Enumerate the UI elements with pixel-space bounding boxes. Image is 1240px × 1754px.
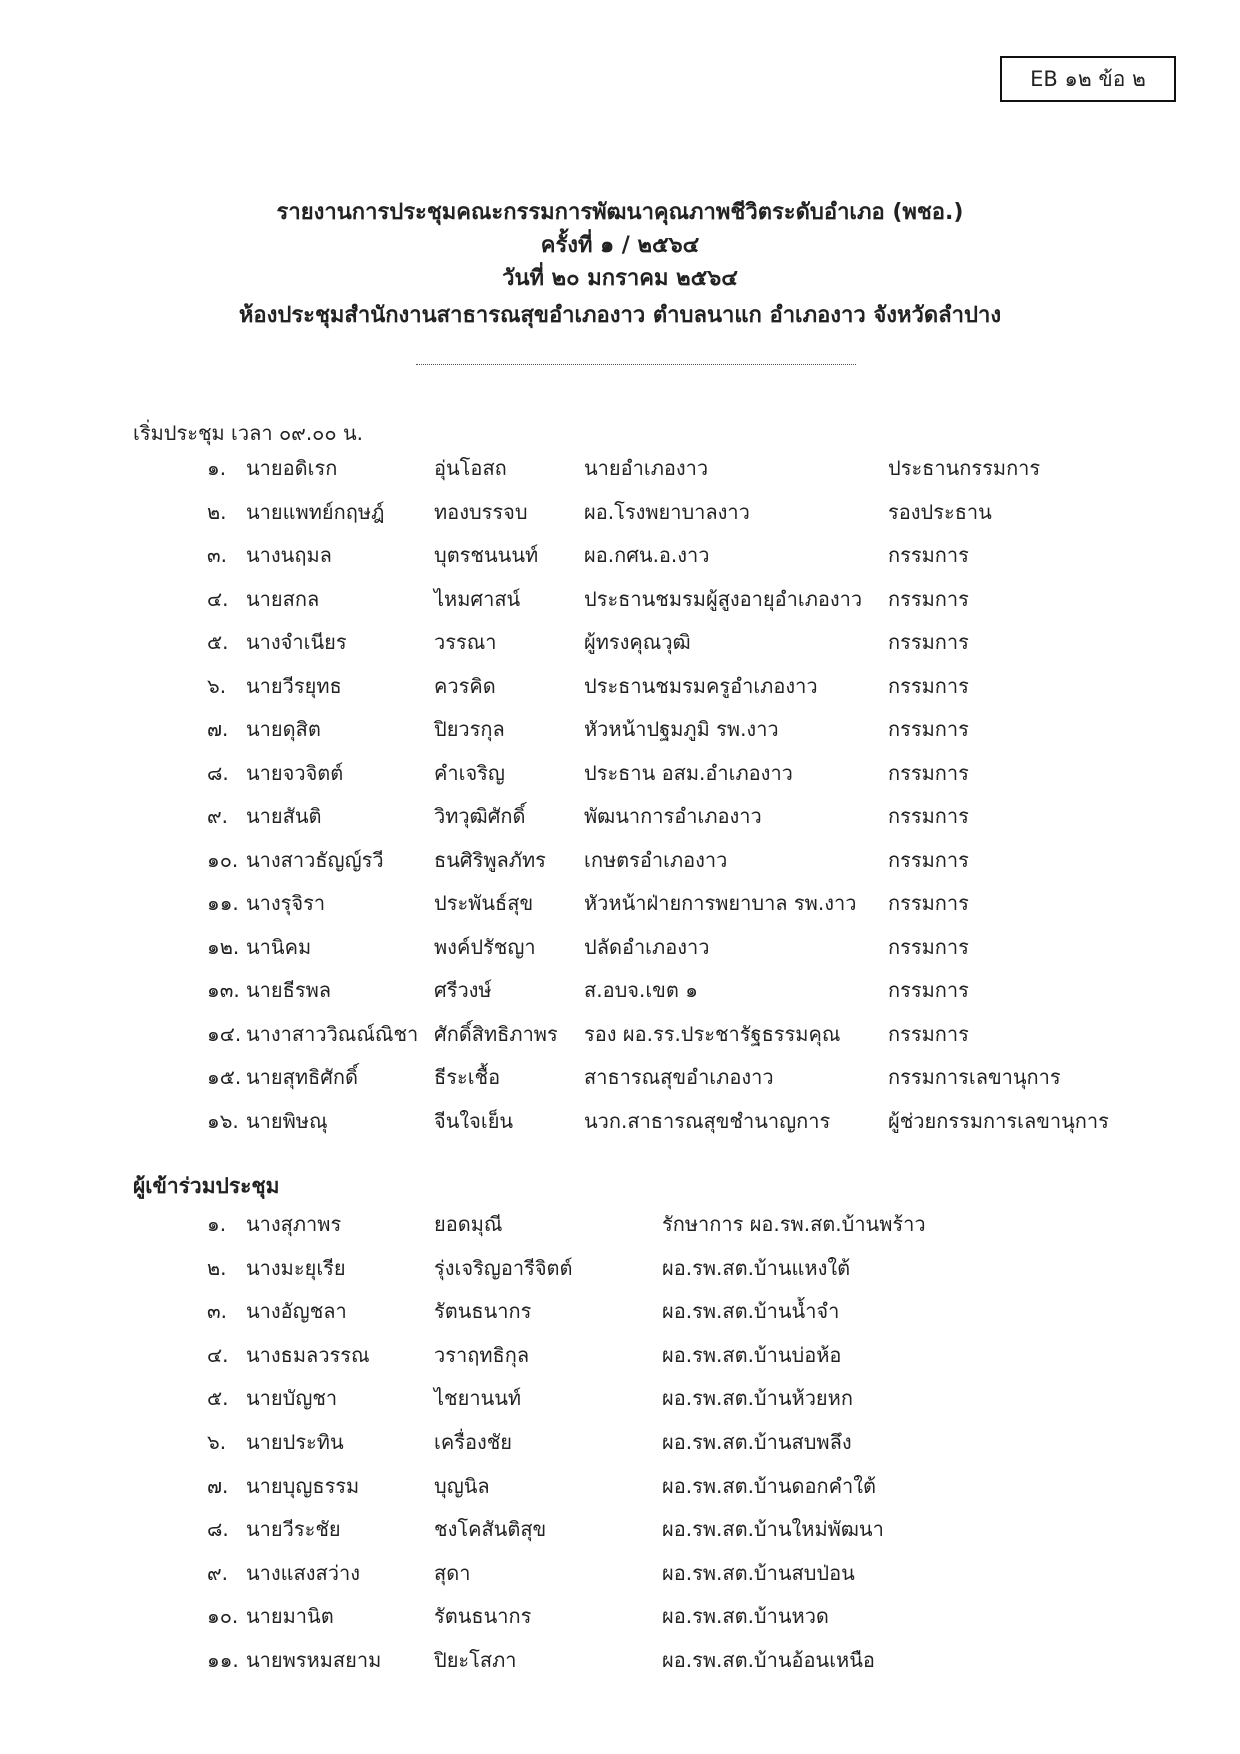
attendee-row	[0, 1516, 1240, 1560]
attendee-surname: รุ่งเจริญอารีจิตต์	[434, 1255, 573, 1280]
member-role: กรรมการ	[888, 847, 969, 872]
attendee-position: ผอ.รพ.สต.บ้านห้วยหก	[662, 1386, 853, 1411]
attendee-position: ผอ.รพ.สต.บ้านน้ำจำ	[662, 1299, 840, 1324]
member-row	[0, 847, 1240, 891]
attendee-row	[0, 1429, 1240, 1473]
member-position: ปลัดอำเภองาว	[584, 934, 710, 959]
attendee-row	[0, 1560, 1240, 1604]
meeting-date: วันที่ ๒๐ มกราคม ๒๕๖๔	[502, 266, 738, 291]
attendee-position: ผอ.รพ.สต.บ้านบ่อห้อ	[662, 1342, 842, 1367]
member-number: ๑๔.	[207, 1021, 242, 1046]
document-code-box: EB ๑๒ ข้อ ๒	[1000, 56, 1176, 102]
member-role: ประธานกรรมการ	[888, 456, 1041, 480]
member-role: กรรมการเลขานุการ	[888, 1065, 1061, 1089]
attendee-position: ผอ.รพ.สต.บ้านสบพลึง	[662, 1429, 852, 1454]
dotted-divider	[416, 350, 856, 365]
member-number: ๑.	[207, 456, 227, 480]
member-surname: ไหมศาสน์	[434, 586, 521, 611]
member-position: ผู้ทรงคุณวุฒิ	[584, 630, 691, 654]
member-name: นายดุสิต	[246, 717, 321, 741]
member-name: นางสาวธัญญ์รวี	[246, 847, 384, 872]
member-name: นายพิษณุ	[246, 1108, 328, 1133]
member-role: ผู้ช่วยกรรมการเลขานุการ	[888, 1108, 1109, 1133]
attendee-name: นายมานิต	[246, 1604, 334, 1629]
member-position: พัฒนาการอำเภองาว	[584, 804, 762, 828]
member-number: ๒.	[207, 499, 227, 524]
member-name: นายจวจิตต์	[246, 760, 344, 785]
attendee-name: นางธมลวรรณ	[246, 1342, 370, 1367]
member-row	[0, 716, 1240, 760]
member-row	[0, 673, 1240, 717]
attendee-surname: รัตนธนากร	[434, 1299, 532, 1324]
attendee-name: นายประทิน	[246, 1429, 344, 1454]
member-number: ๑๖.	[207, 1108, 239, 1133]
attendee-row	[0, 1603, 1240, 1647]
document-header	[0, 196, 1240, 332]
attendee-name: นางแสงสว่าง	[246, 1560, 360, 1585]
attendee-position: ผอ.รพ.สต.บ้านสบป่อน	[662, 1560, 855, 1585]
attendee-number: ๔.	[207, 1342, 229, 1367]
attendee-surname: วราฤทธิกุล	[434, 1342, 530, 1367]
attendee-row	[0, 1473, 1240, 1517]
member-role: กรรมการ	[888, 891, 969, 915]
member-position: ประธานชมรมผู้สูงอายุอำเภองาว	[584, 586, 863, 611]
member-role: กรรมการ	[888, 978, 969, 1002]
attendee-surname: รัตนธนากร	[434, 1604, 532, 1629]
member-name: นางาสาววิณณ์ณิชา	[246, 1021, 419, 1046]
members-list	[0, 455, 1240, 1151]
attendee-row	[0, 1647, 1240, 1691]
member-surname: วรรณา	[434, 630, 497, 654]
member-number: ๑๕.	[207, 1065, 242, 1089]
member-position: เกษตรอำเภองาว	[584, 847, 728, 872]
attendee-name: นางสุภาพร	[246, 1212, 342, 1236]
attendee-position: ผอ.รพ.สต.บ้านดอกคำใต้	[662, 1473, 876, 1498]
member-position: ประธานชมรมครูอำเภองาว	[584, 673, 818, 698]
member-row	[0, 977, 1240, 1021]
member-name: นางรุจิรา	[246, 891, 326, 915]
member-row	[0, 455, 1240, 499]
member-surname: คำเจริญ	[434, 760, 505, 785]
member-number: ๖.	[207, 673, 227, 698]
attendee-number: ๕.	[207, 1386, 229, 1411]
attendee-number: ๑๑.	[207, 1647, 239, 1672]
member-number: ๓.	[207, 543, 228, 567]
member-number: ๔.	[207, 586, 229, 611]
member-row	[0, 803, 1240, 847]
member-name: นายธีรพล	[246, 978, 332, 1002]
member-position: ผอ.กศน.อ.งาว	[584, 543, 710, 567]
meeting-location: ห้องประชุมสำนักงานสาธารณสุขอำเภองาว ตำบลนาแก อำเภองาว จังหวัดลำปาง	[238, 303, 1002, 328]
attendee-position: ผอ.รพ.สต.บ้านแหงใต้	[662, 1255, 851, 1280]
report-title: รายงานการประชุมคณะกรรมการพัฒนาคุณภาพชีวิตระดับอำเภอ (พชอ.)	[276, 200, 964, 225]
member-surname: วิทวุฒิศักดิ์	[434, 804, 526, 828]
attendee-surname: ยอดมุณี	[434, 1212, 503, 1236]
attendee-surname: บุญนิล	[434, 1473, 490, 1498]
member-surname: ปิยวรกุล	[434, 717, 505, 741]
member-role: กรรมการ	[888, 543, 969, 567]
member-name: นายสันติ	[246, 804, 322, 828]
attendees-heading: ผู้เข้าร่วมประชุม	[133, 1174, 280, 1198]
member-row	[0, 1064, 1240, 1108]
member-position: ประธาน อสม.อำเภองาว	[584, 760, 793, 785]
attendee-row	[0, 1211, 1240, 1255]
member-name: นายแพทย์กฤษฎ์	[246, 499, 385, 524]
attendee-surname: ปิยะโสภา	[434, 1647, 517, 1672]
member-row	[0, 1108, 1240, 1152]
member-number: ๗.	[207, 717, 229, 741]
member-number: ๑๓.	[207, 978, 240, 1002]
member-row	[0, 1021, 1240, 1065]
member-surname: ธีระเชื้อ	[434, 1065, 501, 1089]
member-position: หัวหน้าปฐมภูมิ รพ.งาว	[584, 717, 779, 741]
member-name: นายอดิเรก	[246, 456, 338, 480]
member-role: รองประธาน	[888, 499, 992, 524]
meeting-start-time: เริ่มประชุม เวลา ๐๙.๐๐ น.	[133, 421, 363, 445]
member-role: กรรมการ	[888, 1021, 969, 1046]
attendee-surname: สุดา	[434, 1560, 471, 1585]
member-role: กรรมการ	[888, 804, 969, 828]
member-role: กรรมการ	[888, 630, 969, 654]
member-position: นวก.สาธารณสุขชำนาญการ	[584, 1108, 831, 1133]
member-position: ส.อบจ.เขต ๑	[584, 978, 698, 1002]
member-surname: ทองบรรจบ	[434, 499, 528, 524]
member-name: นายสกล	[246, 586, 320, 611]
attendee-number: ๘.	[207, 1517, 229, 1542]
member-row	[0, 499, 1240, 543]
attendee-name: นางมะยุเรีย	[246, 1255, 346, 1280]
member-name: นางจำเนียร	[246, 630, 347, 654]
member-surname: ศรีวงษ์	[434, 978, 492, 1002]
member-row	[0, 629, 1240, 673]
attendee-name: นายวีระชัย	[246, 1517, 341, 1542]
attendee-name: นายบัญชา	[246, 1386, 338, 1411]
attendee-number: ๖.	[207, 1429, 227, 1454]
attendee-surname: ไชยานนท์	[434, 1386, 522, 1411]
member-row	[0, 890, 1240, 934]
member-name: นายวีรยุทธ	[246, 673, 342, 698]
member-position: ผอ.โรงพยาบาลงาว	[584, 499, 750, 524]
member-surname: ประพันธ์สุข	[434, 891, 534, 915]
attendee-name: นางอัญชลา	[246, 1299, 347, 1324]
attendee-row	[0, 1385, 1240, 1429]
member-position: หัวหน้าฝ่ายการพยาบาล รพ.งาว	[584, 891, 857, 915]
attendee-number: ๑๐.	[207, 1604, 239, 1629]
attendee-position: ผอ.รพ.สต.บ้านหวด	[662, 1604, 829, 1629]
member-surname: ศักดิ์สิทธิภาพร	[434, 1021, 558, 1046]
member-number: ๕.	[207, 630, 229, 654]
member-surname: พงค์ปรัชญา	[434, 934, 536, 959]
member-name: นางนฤมล	[246, 543, 332, 567]
attendee-position: รักษาการ ผอ.รพ.สต.บ้านพร้าว	[662, 1212, 926, 1236]
attendee-number: ๑.	[207, 1212, 227, 1236]
meeting-number: ครั้งที่ ๑ / ๒๕๖๔	[540, 233, 700, 258]
attendee-number: ๒.	[207, 1255, 227, 1280]
member-number: ๑๒.	[207, 934, 240, 959]
attendee-number: ๓.	[207, 1299, 228, 1324]
attendee-number: ๗.	[207, 1473, 229, 1498]
member-surname: จีนใจเย็น	[434, 1108, 514, 1133]
member-row	[0, 760, 1240, 804]
member-number: ๙.	[207, 804, 229, 828]
attendee-row	[0, 1342, 1240, 1386]
member-number: ๑๑.	[207, 891, 239, 915]
attendees-list	[0, 1211, 1240, 1691]
member-position: สาธารณสุขอำเภองาว	[584, 1065, 774, 1089]
member-surname: อุ่นโอสถ	[434, 456, 507, 480]
member-surname: ควรคิด	[434, 673, 496, 698]
attendee-row	[0, 1298, 1240, 1342]
member-row	[0, 934, 1240, 978]
member-role: กรรมการ	[888, 673, 969, 698]
attendee-row	[0, 1255, 1240, 1299]
member-row	[0, 542, 1240, 586]
attendee-surname: เครื่องชัย	[434, 1429, 513, 1454]
member-number: ๑๐.	[207, 847, 239, 872]
attendee-number: ๙.	[207, 1560, 229, 1585]
member-surname: บุตรชนนนท์	[434, 543, 539, 567]
member-row	[0, 586, 1240, 630]
member-role: กรรมการ	[888, 760, 969, 785]
member-name: นานิคม	[246, 934, 312, 959]
attendee-position: ผอ.รพ.สต.บ้านอ้อนเหนือ	[662, 1647, 875, 1672]
member-position: รอง ผอ.รร.ประชารัฐธรรมคุณ	[584, 1021, 841, 1046]
attendee-name: นายบุญธรรม	[246, 1473, 360, 1498]
member-position: นายอำเภองาว	[584, 456, 709, 480]
attendee-surname: ชงโคสันติสุข	[434, 1517, 547, 1542]
member-surname: ธนศิริพูลภัทร	[434, 847, 546, 872]
member-number: ๘.	[207, 760, 229, 785]
attendee-name: นายพรหมสยาม	[246, 1647, 382, 1672]
member-name: นายสุทธิศักดิ์	[246, 1065, 359, 1089]
attendee-position: ผอ.รพ.สต.บ้านใหม่พัฒนา	[662, 1517, 884, 1542]
member-role: กรรมการ	[888, 717, 969, 741]
member-role: กรรมการ	[888, 586, 969, 611]
member-role: กรรมการ	[888, 934, 969, 959]
